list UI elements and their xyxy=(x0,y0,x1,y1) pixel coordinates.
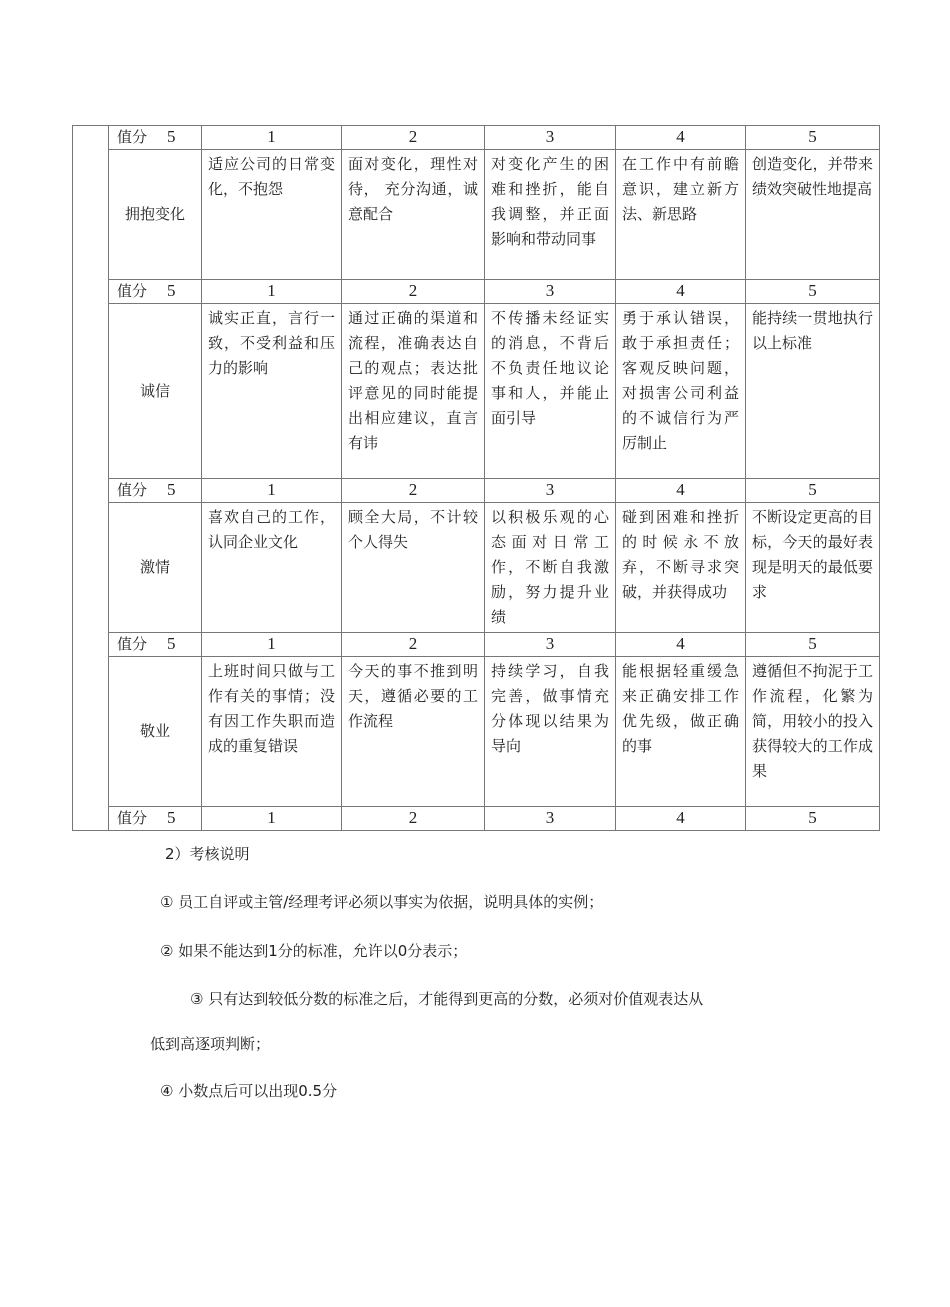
note-item: ③ 只有达到较低分数的标准之后，才能得到更高的分数，必须对价值观表达从 xyxy=(190,990,704,1008)
score-level: 5 xyxy=(746,479,880,503)
level-description: 勇于承认错误，敢于承担责任；客观反映问题，对损害公司利益的不诚信行为严厉制止 xyxy=(616,304,746,479)
score-label: 值分 5 xyxy=(109,479,202,503)
values-evaluation-table xyxy=(72,125,880,831)
level-description: 遵循但不拘泥于工作流程，化繁为简，用较小的投入获得较大的工作成果 xyxy=(746,657,880,807)
note-item-continuation: 低到高逐项判断； xyxy=(150,1035,271,1053)
score-label: 值分 5 xyxy=(109,633,202,657)
score-level: 1 xyxy=(202,807,342,831)
score-level: 2 xyxy=(342,807,485,831)
level-description: 适应公司的日常变化，不抱怨 xyxy=(202,150,342,280)
category-name: 拥抱变化 xyxy=(109,150,202,280)
score-level: 4 xyxy=(616,633,746,657)
score-row xyxy=(73,807,880,831)
note-item: ② 如果不能达到1分的标准，允许以0分表示； xyxy=(160,942,468,960)
score-row xyxy=(73,633,880,657)
note-item: ④ 小数点后可以出现0.5分 xyxy=(160,1082,338,1100)
level-description: 以积极乐观的心态面对日常工作，不断自我激励，努力提升业绩 xyxy=(485,503,616,633)
score-level: 5 xyxy=(746,807,880,831)
score-level: 3 xyxy=(485,633,616,657)
score-level: 3 xyxy=(485,807,616,831)
outer-margin-column xyxy=(73,126,109,831)
score-level: 1 xyxy=(202,479,342,503)
score-row xyxy=(73,280,880,304)
score-label: 值分 5 xyxy=(109,126,202,150)
category-name: 激情 xyxy=(109,503,202,633)
score-row xyxy=(73,126,880,150)
category-row xyxy=(73,304,880,479)
level-description: 在工作中有前瞻意识，建立新方法、新思路 xyxy=(616,150,746,280)
category-row xyxy=(73,503,880,633)
score-level: 3 xyxy=(485,126,616,150)
level-description: 对变化产生的困难和挫折，能自我调整，并正面影响和带动同事 xyxy=(485,150,616,280)
score-level: 4 xyxy=(616,280,746,304)
level-description: 通过正确的渠道和流程，准确表达自己的观点；表达批评意见的同时能提出相应建议，直言有讳 xyxy=(342,304,485,479)
score-level: 2 xyxy=(342,280,485,304)
note-item: ① 员工自评或主管/经理考评必须以事实为依据，说明具体的实例； xyxy=(160,893,604,911)
score-level: 4 xyxy=(616,479,746,503)
level-description: 不断设定更高的目标，今天的最好表现是明天的最低要求 xyxy=(746,503,880,633)
level-description: 顾全大局，不计较个人得失 xyxy=(342,503,485,633)
score-level: 5 xyxy=(746,280,880,304)
score-level: 1 xyxy=(202,633,342,657)
level-description: 碰到困难和挫折的时候永不放弃，不断寻求突破，并获得成功 xyxy=(616,503,746,633)
score-level: 4 xyxy=(616,807,746,831)
score-level: 2 xyxy=(342,633,485,657)
level-description: 上班时间只做与工作有关的事情；没有因工作失职而造成的重复错误 xyxy=(202,657,342,807)
level-description: 创造变化，并带来绩效突破性地提高 xyxy=(746,150,880,280)
category-row xyxy=(73,657,880,807)
level-description: 喜欢自己的工作，认同企业文化 xyxy=(202,503,342,633)
level-description: 诚实正直，言行一致，不受利益和压力的影响 xyxy=(202,304,342,479)
level-description: 面对变化，理性对待， 充分沟通，诚意配合 xyxy=(342,150,485,280)
level-description: 不传播未经证实的消息，不背后不负责任地议论事和人，并能止面引导 xyxy=(485,304,616,479)
score-label: 值分 5 xyxy=(109,807,202,831)
score-level: 5 xyxy=(746,633,880,657)
score-level: 2 xyxy=(342,126,485,150)
score-row xyxy=(73,479,880,503)
score-level: 3 xyxy=(485,280,616,304)
score-label: 值分 5 xyxy=(109,280,202,304)
level-description: 能根据轻重缓急来正确安排工作优先级，做正确的事 xyxy=(616,657,746,807)
level-description: 持续学习，自我完善，做事情充分体现以结果为导向 xyxy=(485,657,616,807)
category-name: 敬业 xyxy=(109,657,202,807)
score-level: 4 xyxy=(616,126,746,150)
score-level: 1 xyxy=(202,126,342,150)
level-description: 今天的事不推到明天，遵循必要的工作流程 xyxy=(342,657,485,807)
category-name: 诚信 xyxy=(109,304,202,479)
notes-heading: 2）考核说明 xyxy=(165,845,250,863)
score-level: 3 xyxy=(485,479,616,503)
level-description: 能持续一贯地执行以上标准 xyxy=(746,304,880,479)
score-level: 2 xyxy=(342,479,485,503)
category-row xyxy=(73,150,880,280)
score-level: 1 xyxy=(202,280,342,304)
score-level: 5 xyxy=(746,126,880,150)
